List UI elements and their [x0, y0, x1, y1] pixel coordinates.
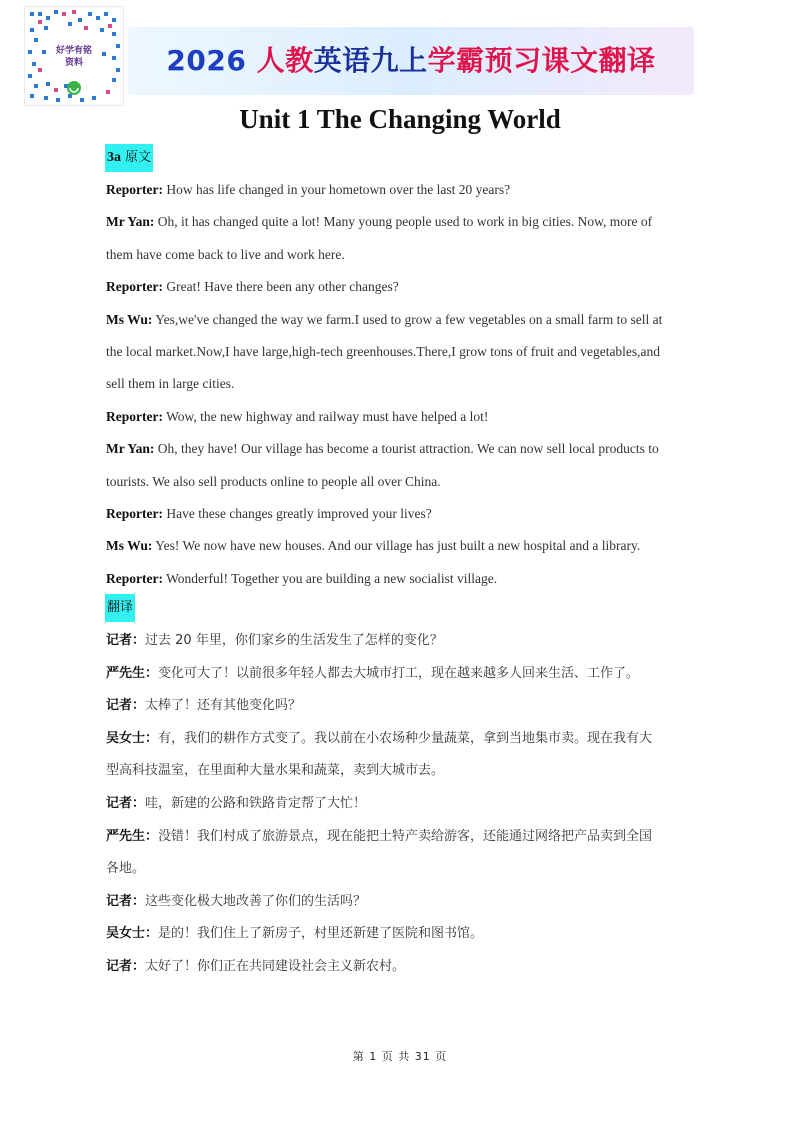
section-original-tag: [105, 144, 153, 172]
translation-line: [106, 958, 706, 976]
translation-text: 过去 20 年里，你们家乡的生活发生了怎样的变化？: [145, 633, 443, 648]
original-text: sell them in large cities.: [106, 376, 235, 392]
original-line: [106, 343, 706, 361]
original-text: How has life changed in your hometown over the last 20 years?: [162, 182, 511, 197]
original-line: [106, 408, 706, 426]
original-text: them have come back to live and work here.: [106, 246, 345, 262]
original-text: Oh, they have! Our village has become a tourist attraction. We can now sell local products to: [154, 441, 659, 457]
original-line: [106, 570, 706, 588]
translation-line: [106, 828, 706, 846]
translation-line: [106, 632, 706, 650]
banner-title: [128, 27, 694, 95]
original-speaker: Ms Wu:: [106, 538, 153, 554]
original-text: Oh, it has changed quite a lot! Many young people used to work in big cities. Now, more of: [154, 214, 653, 230]
original-line: [106, 213, 706, 231]
translation-speaker: 记者：: [106, 698, 146, 714]
original-text: Yes! We now have new houses. And our village has just built a new hospital and a library.: [152, 538, 641, 554]
original-line: [106, 278, 706, 296]
original-text: Wonderful! Together you are building a new socialist village.: [162, 570, 498, 586]
translation-line: [106, 665, 706, 683]
page-footer: 第 1 页 共 31 页: [352, 1050, 448, 1063]
qr-label-line1: 好学有铭: [55, 46, 92, 56]
section-original-number: 3a: [107, 150, 121, 165]
original-speaker: Reporter:: [106, 506, 163, 521]
page-title: Unit 1 The Changing World: [239, 104, 561, 134]
translation-text: 这些变化极大地改善了你们的生活吗？: [145, 893, 367, 909]
original-text: Great! Have there been any other changes?: [162, 279, 399, 295]
original-text: Wow, the new highway and railway must have helped a lot!: [162, 408, 489, 424]
original-speaker: Reporter:: [106, 570, 163, 586]
original-speaker: Ms Wu:: [106, 311, 153, 327]
translation-speaker: 严先生：: [106, 828, 159, 844]
translation-speaker: 吴女士：: [106, 926, 159, 942]
original-speaker: Reporter:: [106, 182, 163, 197]
section-translation-label: 翻译: [107, 600, 134, 615]
banner-publisher: 人教: [256, 44, 314, 77]
original-line: [106, 537, 706, 555]
translation-text: 是的！我们住上了新房子，村里还新建了医院和图书馆。: [158, 926, 484, 942]
translation-line: [106, 697, 706, 715]
original-text: the local market.Now,I have large,high-tech greenhouses.There,I grow tons of fruit and vegetables,and: [106, 344, 661, 359]
translation-text: 没错！我们村成了旅游景点，现在能把土特产卖给游客，还能通过网络把产品卖到全国: [158, 828, 653, 844]
translation-line: [106, 925, 706, 943]
original-text: tourists. We also sell products online to people all over China.: [106, 473, 441, 489]
section-original-label: 原文: [121, 150, 152, 165]
original-line: [106, 246, 706, 264]
translation-line: [106, 860, 706, 878]
banner-topic: 学霸预习课文翻译: [427, 44, 656, 77]
translation-text: 哇，新建的公路和铁路肯定帮了大忙！: [145, 796, 367, 811]
original-line: [106, 505, 706, 523]
original-speaker: Reporter:: [106, 408, 163, 424]
original-line: [106, 375, 706, 393]
translation-speaker: 记者：: [106, 796, 146, 811]
translation-text: 变化可大了！以前很多年轻人都去大城市打工，现在越来越多人回来生活、工作了。: [158, 665, 640, 681]
original-line: [106, 181, 706, 199]
translation-line: [106, 795, 706, 813]
translation-line: [106, 730, 706, 748]
original-speaker: Mr Yan:: [106, 441, 155, 457]
translation-speaker: 吴女士：: [106, 730, 159, 746]
translation-text: 太好了！你们正在共同建设社会主义新农村。: [145, 959, 406, 974]
translation-speaker: 严先生：: [106, 665, 159, 681]
qr-label-line2: 资料: [64, 58, 83, 68]
original-speaker: Mr Yan:: [106, 214, 155, 230]
original-line: [106, 473, 706, 491]
translation-speaker: 记者：: [106, 633, 146, 648]
translation-line: [106, 893, 706, 911]
translation-text: 各地。: [106, 861, 146, 877]
original-speaker: Reporter:: [106, 279, 163, 295]
original-line: [106, 311, 706, 329]
original-text: Have these changes greatly improved your lives?: [162, 506, 432, 521]
banner-year: 2026: [166, 44, 257, 77]
banner-subject: 英语九上: [313, 44, 428, 77]
section-translation-tag: [105, 594, 135, 622]
translation-text: 太棒了！还有其他变化吗？: [145, 698, 302, 714]
translation-line: [106, 762, 706, 780]
translation-text: 有，我们的耕作方式变了。我以前在小农场种少量蔬菜，拿到当地集市卖。现在我有大: [158, 730, 653, 746]
qr-code-logo: [24, 6, 124, 106]
original-text: Yes,we've changed the way we farm.I used to grow a few vegetables on a small farm to sell at: [152, 311, 663, 327]
translation-speaker: 记者：: [106, 959, 146, 974]
translation-speaker: 记者：: [106, 893, 146, 909]
header-banner: [128, 27, 694, 95]
original-line: [106, 440, 706, 458]
translation-text: 型高科技温室，在里面种大量水果和蔬菜，卖到大城市去。: [106, 763, 445, 779]
